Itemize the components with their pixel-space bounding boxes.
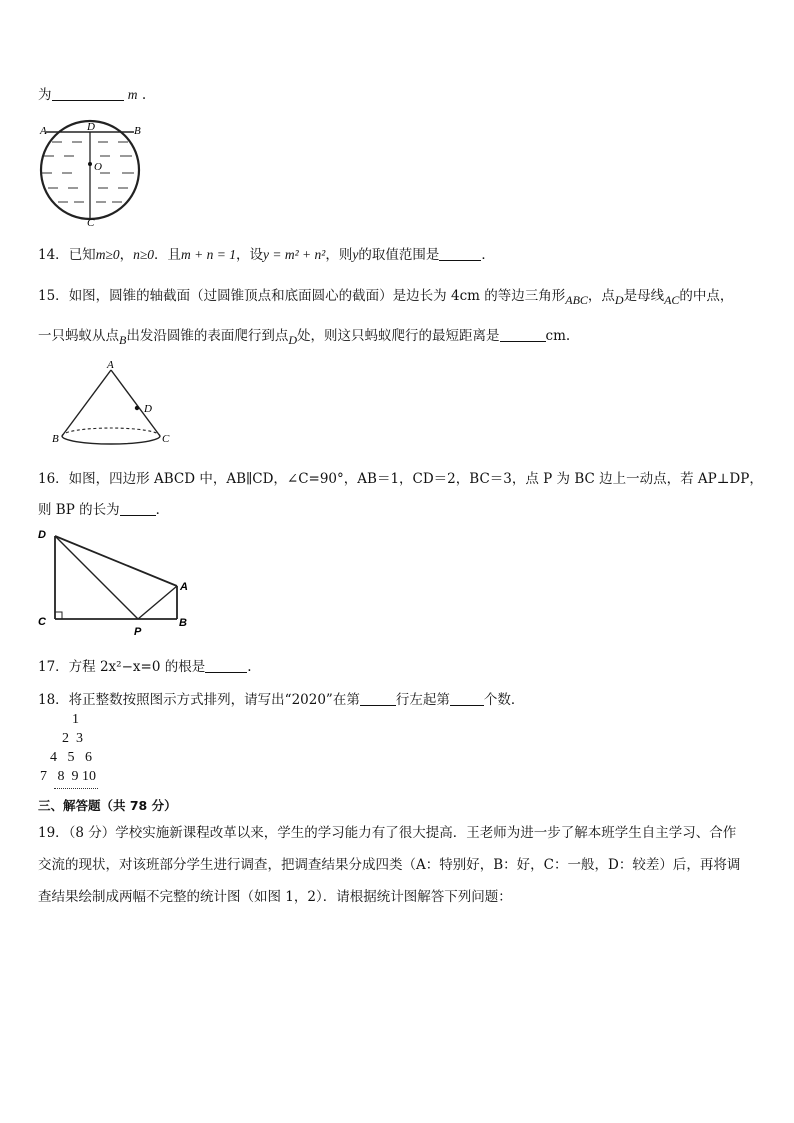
q15-segment-ac: AC bbox=[664, 293, 680, 307]
q14-num: 14． bbox=[38, 247, 69, 263]
fig15-slant-ac bbox=[111, 370, 160, 436]
q15-point-d: D bbox=[614, 293, 624, 307]
q17-answer-blank[interactable] bbox=[205, 660, 247, 673]
q15-triangle-abc: ABC bbox=[565, 293, 588, 307]
q14-cond-m: m≥0 bbox=[95, 247, 120, 262]
fig15-label-b: B bbox=[52, 433, 59, 445]
q17-text: 17．方程 2x²−x=0 的根是 bbox=[38, 659, 206, 675]
q14-line bbox=[38, 243, 495, 263]
q15-num: 15． bbox=[38, 288, 69, 304]
fig15-point-d-dot bbox=[135, 406, 139, 410]
q18-col-blank[interactable] bbox=[450, 693, 484, 706]
q15-text2: ，点 bbox=[587, 288, 615, 304]
q14-text1: 已知 bbox=[68, 247, 96, 263]
q16-line2 bbox=[38, 498, 169, 518]
q16-line1 bbox=[38, 467, 763, 487]
section-3-heading: 三、解答题（共 78 分） bbox=[38, 798, 177, 813]
fig16-label-d: D bbox=[38, 529, 46, 541]
fig16-right-angle-mark bbox=[55, 612, 62, 619]
q13-end: . bbox=[141, 87, 147, 103]
q18-row-blank[interactable] bbox=[360, 693, 396, 706]
q14-text3: ，设 bbox=[236, 247, 264, 263]
q15-text7: 处，则这只蚂蚁爬行的最短距离是 bbox=[297, 328, 500, 344]
q14-text2: ．且 bbox=[154, 247, 182, 263]
q16-text2: 则 BP 的长为 bbox=[38, 502, 120, 518]
q19-line1: 19．（8 分）学校实施新课程改革以来，学生的学习能力有了很大提高．王老师为进一步了解本班学生自主学习、合作 bbox=[38, 825, 737, 841]
q13-line bbox=[38, 83, 146, 103]
fig15-slant-ab bbox=[62, 370, 111, 436]
fig13-label-c: C bbox=[87, 217, 95, 229]
number-triangle-row-3: 4 5 6 bbox=[50, 750, 92, 765]
q14-var-y: y bbox=[352, 247, 359, 262]
fig13-label-d: D bbox=[87, 121, 95, 133]
q17-line bbox=[38, 655, 252, 675]
fig13-label-o: O bbox=[94, 161, 102, 173]
q18-text3: 个数． bbox=[483, 692, 525, 708]
q14-text5: 的取值范围是 bbox=[358, 247, 440, 263]
q15-line1 bbox=[38, 284, 733, 308]
fig16-segment-ap bbox=[138, 586, 177, 619]
number-triangle-row-2: 2 3 bbox=[62, 731, 83, 746]
fig16-label-a: A bbox=[180, 581, 188, 593]
fig16-label-c: C bbox=[38, 616, 46, 628]
q15-text5: 一只蚂蚁从点 bbox=[38, 328, 119, 344]
q19-line3: 查结果绘制成两幅不完整的统计图（如图 1，2）．请根据统计图解答下列问题： bbox=[38, 889, 512, 905]
q16-answer-blank[interactable] bbox=[120, 503, 156, 516]
q18-text1: 18．将正整数按照图示方式排列，请写出“2020”在第 bbox=[38, 692, 360, 708]
q14-end: ． bbox=[481, 247, 495, 263]
q16-end: ． bbox=[155, 502, 170, 518]
q13-prefix: 为 bbox=[38, 87, 52, 103]
q13-unit: m bbox=[127, 87, 138, 102]
q14-text4: ，则 bbox=[325, 247, 353, 263]
q15-text6: 出发沿圆锥的表面爬行到点 bbox=[126, 328, 289, 344]
fig15-label-d: D bbox=[144, 403, 152, 415]
q17-end: . bbox=[247, 659, 252, 675]
q14-cond-sum: m + n = 1 bbox=[181, 247, 237, 262]
q15-text3: 是母线 bbox=[623, 288, 665, 304]
number-triangle-row-4: 7 8 9 10 bbox=[40, 769, 96, 784]
q14-cond-n: n≥0 bbox=[133, 247, 155, 262]
fig13-center-dot bbox=[88, 162, 92, 166]
fig15-cone-diagram bbox=[50, 360, 180, 452]
fig13-label-b: B bbox=[134, 125, 141, 137]
q19-line2: 交流的现状，对该班部分学生进行调查，把调查结果分成四类（A：特别好，B：好，C：一般，D：较差）后，再将调 bbox=[38, 857, 741, 873]
fig15-base-back bbox=[62, 428, 160, 436]
q13-answer-blank[interactable] bbox=[52, 88, 124, 101]
fig13-circle-diagram bbox=[30, 118, 150, 230]
fig16-label-b: B bbox=[179, 617, 187, 629]
fig13-water-dashes bbox=[42, 142, 134, 202]
q15-text1: 如图，圆锥的轴截面（过圆锥顶点和底面圆心的截面）是边长为 4cm 的等边三角形 bbox=[68, 288, 566, 304]
fig13-label-a: A bbox=[40, 125, 47, 137]
fig16-segment-dp bbox=[55, 536, 138, 619]
q14-answer-blank[interactable] bbox=[439, 248, 481, 261]
number-triangle-ellipsis bbox=[54, 788, 98, 789]
q15-point-b: B bbox=[119, 333, 127, 347]
fig15-label-a: A bbox=[107, 359, 114, 371]
fig15-label-c: C bbox=[162, 433, 170, 445]
q18-line bbox=[38, 688, 524, 708]
fig16-label-p: P bbox=[134, 626, 142, 638]
q15-answer-blank[interactable] bbox=[500, 329, 546, 342]
q14-def-y: y = m² + n² bbox=[263, 247, 326, 262]
fig16-side-ad bbox=[55, 536, 177, 586]
q15-point-d2: D bbox=[288, 333, 298, 347]
q14-sep1: ， bbox=[119, 247, 134, 263]
q18-text2: 行左起第 bbox=[395, 692, 450, 708]
q16-text1: 16．如图，四边形 ABCD 中，AB∥CD，∠C=90°，AB＝1，CD＝2，BC＝3，点 P 为 BC 边上一动点，若 AP⊥DP， bbox=[38, 471, 763, 487]
q15-line2 bbox=[38, 324, 570, 348]
fig16-quadrilateral-diagram bbox=[36, 528, 206, 640]
fig15-base-front bbox=[62, 436, 160, 444]
q15-text4: 的中点， bbox=[679, 288, 734, 304]
number-triangle-row-1: 1 bbox=[72, 712, 79, 727]
q15-unit: cm. bbox=[545, 328, 571, 344]
